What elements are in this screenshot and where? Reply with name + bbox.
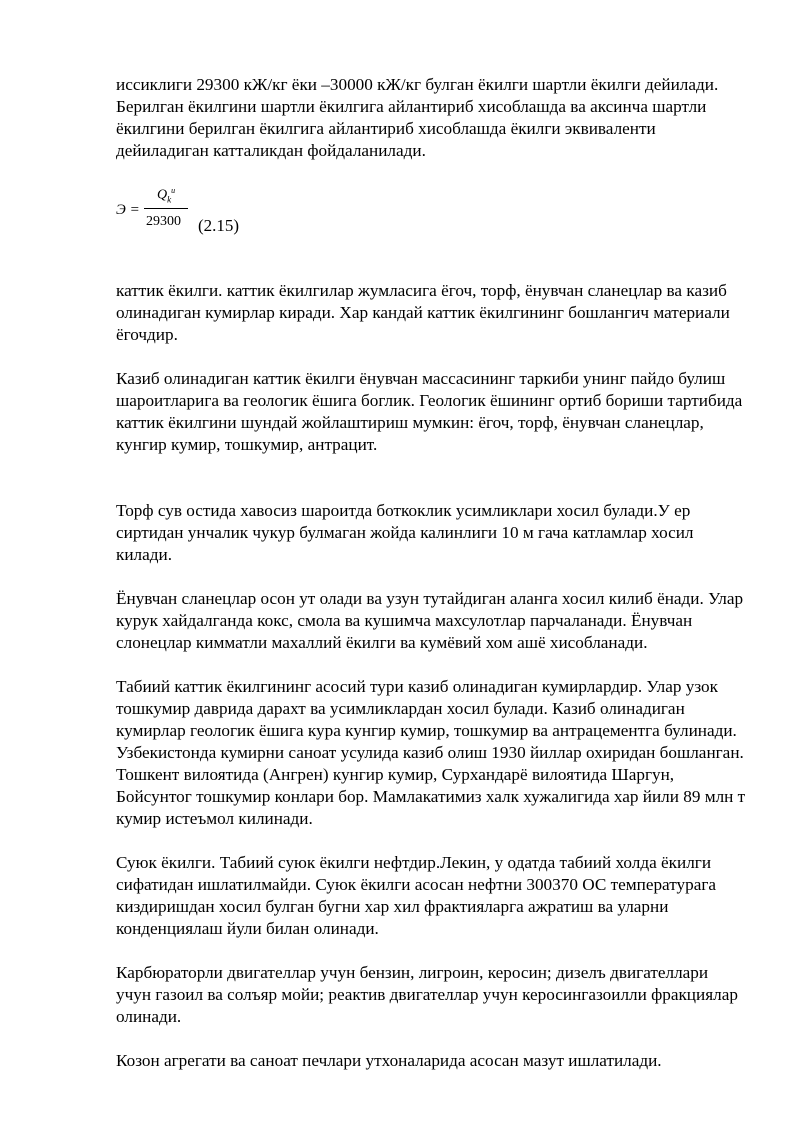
document-page — [116, 74, 746, 1072]
formula-numerator-sup: u — [171, 186, 176, 195]
formula-numerator-symbol: Q — [157, 187, 168, 203]
formula-numerator-sub: k — [167, 194, 172, 205]
formula-fraction-bar — [144, 208, 188, 209]
formula-lhs: Э = — [116, 202, 140, 218]
paragraph-liquid-fuel: Суюк ёкилги. Табиий суюк ёкилги нефтдир.Лекин, у одатда табиий холда ёкилги сифатидан ишлатилмайди. Суюк ёкилги асосан нефтни 300370 ОС температурага киздиришдан хосил булган бугни хар хил фрактияларга ажратиш ва уларни конденциялаш йули билан олинади. — [116, 853, 717, 938]
formula-label: (2.15) — [198, 216, 240, 235]
paragraph-coal: Табиий каттик ёкилгининг асосий тури казиб олинадиган кумирлардир. Улар узок тошкумир даврида дарахт ва усимликлардан хосил булади. Казиб олинадиган кумирлар геологик ёшига кура кунгир кумир, тошкумир ва антрацементга булинади. Узбекистонда кумирни саноат усулида казиб олиш 1930 йиллар охиридан бошланган. Тошкент вилоятида (Ангрен) кунгир кумир, Сурхандарё вилоятида Шаргун, Бойсунтог тошкумир конлари бор. Мамлакатимиз халк хужалигида хар йили 89 млн т кумир истеъмол килинади. — [116, 677, 746, 828]
formula-2-15 — [116, 182, 746, 242]
paragraph-peat: Торф сув остида хавосиз шароитда боткоклик усимликлари хосил булади.У ер сиртидан унчалик чукур булмаган жойда калинлиги 10 м гача катламлар хосил килади. — [116, 501, 694, 564]
paragraph-conditional-fuel: иссиклиги 29300 кЖ/кг ёки –30000 кЖ/кг булган ёкилги шартли ёкилги дейилади. Берилган ёкилгини шартли ёкилгига айлантириб хисоблашда ва аксинча шартли ёкилгини берилган ёкилгига айлантириб хисоблашда ёкилги эквиваленти дейиладиган катталикдан фойдаланилади. — [116, 75, 719, 160]
paragraph-mazut: Козон агрегати ва саноат печлари утхоналарида асосан мазут ишлатилади. — [116, 1051, 662, 1070]
paragraph-geologic-age: Казиб олинадиган каттик ёкилги ёнувчан массасининг таркиби унинг пайдо булиш шароитларига ва геологик ёшига боглик. Геологик ёшининг ортиб бориши тартибида каттик ёкилгини шундай жойлаштириш мумкин: ёгоч, торф, ёнувчан сланецлар, кунгир кумир, тошкумир, антрацит. — [116, 369, 743, 454]
paragraph-shale: Ёнувчан сланецлар осон ут олади ва узун тутайдиган аланга хосил килиб ёнади. Улар курук хайдалганда кокс, смола ва кушимча махсулотлар парчаланади. Ёнувчан слонецлар кимматли махаллий ёкилги ва кумёвий хом ашё хисобланади. — [116, 589, 744, 652]
paragraph-solid-fuel: каттик ёкилги. каттик ёкилгилар жумласига ёгоч, торф, ёнувчан сланецлар ва казиб олинадиган кумирлар киради. Хар кандай каттик ёкилгининг бошлангич материали ёгочдир. — [116, 281, 730, 344]
formula-numerator — [157, 186, 175, 204]
formula-denominator: 29300 — [146, 214, 181, 229]
paragraph-engine-fuels: Карбюраторли двигателлар учун бензин, лигроин, керосин; дизелъ двигателлари учун газоил ва солъяр мойи; реактив двигателлар учун керосингазоилли фракциялар олинади. — [116, 963, 738, 1026]
